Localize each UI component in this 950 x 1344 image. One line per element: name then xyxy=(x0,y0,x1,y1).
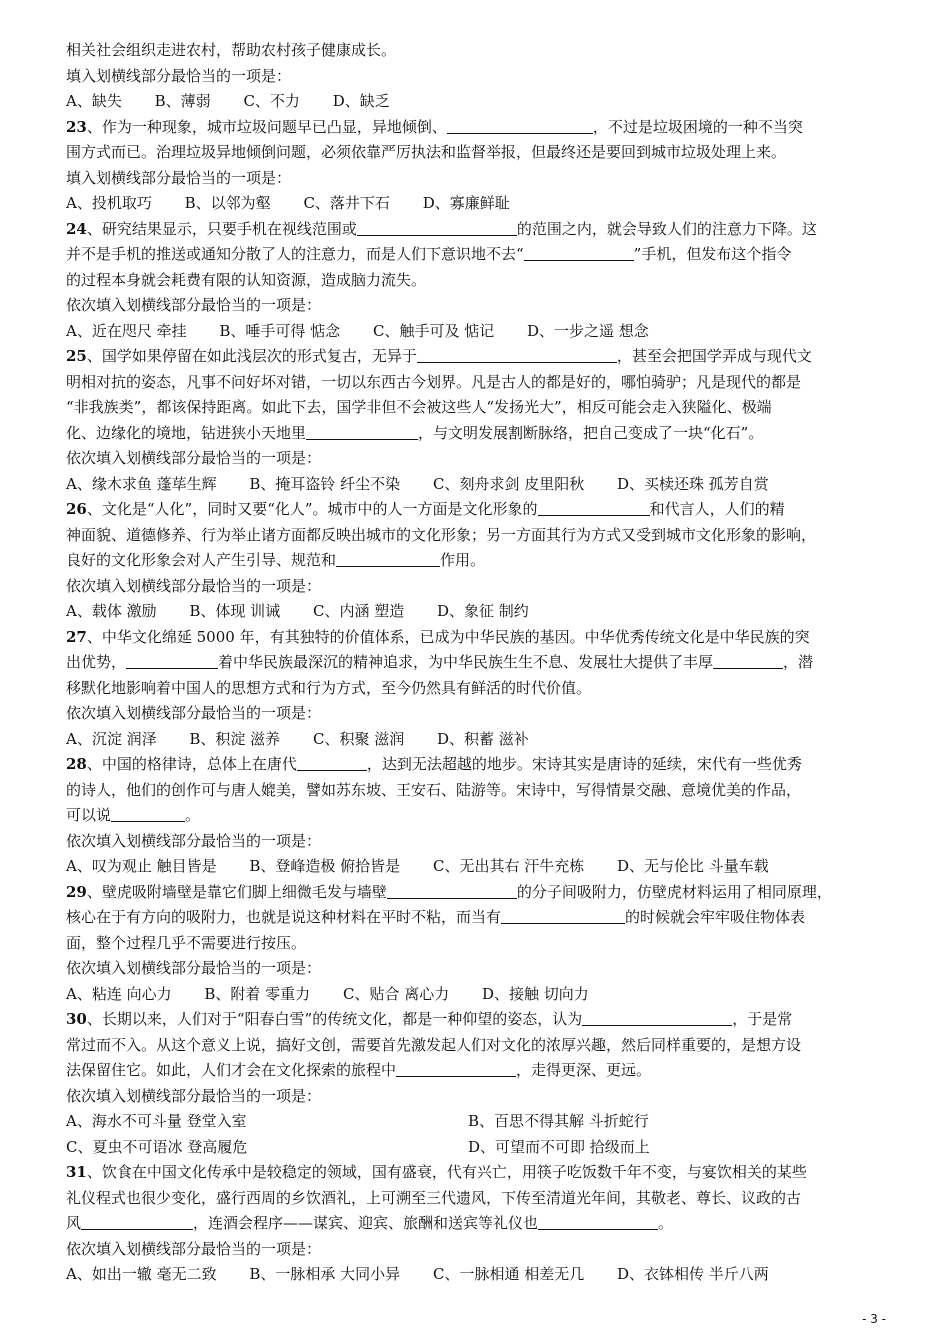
q27-blank-2 xyxy=(713,651,783,669)
q24-text: 、研究结果显示，只要手机在视线范围或 xyxy=(86,219,357,238)
q25-blank-1 xyxy=(417,345,617,363)
q25-prompt: 依次填入划横线部分最恰当的一项是： xyxy=(66,449,322,467)
q27-blank-1 xyxy=(126,651,218,669)
q31-line-1 xyxy=(66,1160,888,1186)
q27-text: ，潜 xyxy=(783,653,814,671)
q27-options xyxy=(66,727,888,753)
q26-option-a[interactable]: A、载体 激励 xyxy=(66,602,157,620)
q27-option-b[interactable]: B、积淀 滋养 xyxy=(189,729,281,748)
q30-option-b[interactable]: B、百思不得其解 斗折蛇行 xyxy=(468,1112,649,1130)
q31-line-3 xyxy=(66,1211,888,1237)
q29-text: 核心在于有方向的吸附力，也就是说这种材料在平时不粘，而当有 xyxy=(66,908,502,926)
q25-blank-2 xyxy=(306,422,418,440)
q28-text: 、中国的格律诗，总体上在唐代 xyxy=(86,755,297,773)
q29-blank-2 xyxy=(501,906,625,924)
q25-option-c[interactable]: C、刻舟求剑 皮里阳秋 xyxy=(432,474,585,493)
q30-line-3 xyxy=(66,1058,888,1084)
q24-blank-1 xyxy=(357,218,517,236)
q29-number: 29 xyxy=(66,882,87,901)
q25-line-1 xyxy=(66,344,888,370)
q27-line-2 xyxy=(66,650,888,676)
q27-option-d[interactable]: D、积蓄 滋补 xyxy=(437,729,529,748)
q27-option-c[interactable]: C、积聚 滋润 xyxy=(312,729,405,748)
q31-option-b[interactable]: B、一脉相承 大同小异 xyxy=(249,1265,401,1283)
q26-number: 26 xyxy=(66,500,87,518)
q24-line-2 xyxy=(66,242,888,268)
q24-options xyxy=(66,319,888,345)
q23-line-1 xyxy=(66,115,888,141)
q22-text-tail: 相关社会组织走进农村，帮助农村孩子健康成长。 xyxy=(66,41,397,59)
q25-options xyxy=(66,472,888,498)
q25-number: 25 xyxy=(66,347,87,365)
q24-line-3: 的过程本身就会耗费有限的认知资源，造成脑力流失。 xyxy=(66,270,427,289)
q26-line-3 xyxy=(66,548,888,574)
q24-number: 24 xyxy=(66,219,87,238)
q28-line-3 xyxy=(66,803,888,829)
q30-option-a[interactable]: A、海水不可斗量 登堂入室 xyxy=(66,1112,247,1130)
q28-text: 可以说 xyxy=(66,806,112,824)
q31-text: ，连酒会程序——谋宾、迎宾、旅酬和送宾等礼仪也 xyxy=(193,1214,539,1232)
q27-text: 着中华民族最深沉的精神追求，为中华民族生生不息、发展壮大提供了丰厚 xyxy=(218,653,714,671)
q25-line-4 xyxy=(66,421,888,447)
q30-line-2: 常过而不入。从这个意义上说，搞好文创，需要首先激发起人们对文化的浓厚兴趣，然后同样重要的，是想方设 xyxy=(66,1035,802,1054)
q25-text: ，与文明发展割断脉络，把自己变成了一块“化石”。 xyxy=(418,423,764,442)
q23-line-2: 围方式而已。治理垃圾异地倾倒问题，必须依靠严厉执法和监督举报，但最终还是要回到城市垃圾处理上来。 xyxy=(66,143,787,161)
q22-prompt: 填入划横线部分最恰当的一项是： xyxy=(66,66,292,85)
q24-blank-2 xyxy=(524,243,634,261)
q27-number: 27 xyxy=(66,627,87,646)
q28-blank-1 xyxy=(297,753,367,771)
q28-option-a[interactable]: A、叹为观止 触目皆是 xyxy=(66,857,217,875)
q30-text: ，走得更深、更远。 xyxy=(516,1061,652,1079)
q30-option-d[interactable]: D、可望而不可即 拾级而上 xyxy=(468,1137,650,1156)
q31-text: 。 xyxy=(658,1214,674,1232)
q27-text: 、中华文化绵延 5000 年，有其独特的价值体系，已成为中华民族的基因。中华优秀传统文化是中华民族的突 xyxy=(86,627,810,646)
q23-text: ，不过是垃圾困境的一种不当突 xyxy=(592,117,803,136)
q31-line-2: 礼仪程式也很少变化，盛行西周的乡饮酒礼，上可溯至三代遗风，下传至清道光年间，其敬老、尊长、议政的古 xyxy=(66,1188,802,1207)
q29-options xyxy=(66,982,888,1008)
q26-text: 、文化是“人化”，同时又要“化人”。城市中的人一方面是文化形象的 xyxy=(86,500,538,518)
q28-line-2: 的诗人，他们的创作可与唐人媲美，譬如苏东坡、王安石、陆游等。宋诗中，写得情景交融、意境优美的作品， xyxy=(66,780,802,799)
q26-options xyxy=(66,599,888,625)
q28-number: 28 xyxy=(66,755,87,773)
q23-blank-1 xyxy=(447,116,593,134)
q29-option-b[interactable]: B、附着 零重力 xyxy=(204,984,311,1003)
q23-option-d[interactable]: D、寡廉鲜耻 xyxy=(422,194,510,212)
q23-option-c[interactable]: C、落井下石 xyxy=(303,194,390,212)
q22-option-d[interactable]: D、缺乏 xyxy=(332,92,390,110)
q29-line-3: 面，整个过程几乎不需要进行按压。 xyxy=(66,933,307,952)
q29-blank-1 xyxy=(387,881,517,899)
q31-options xyxy=(66,1262,888,1288)
q26-option-c[interactable]: C、内涵 塑造 xyxy=(312,602,405,620)
q29-text: 的分子间吸附力，仿壁虎材料运用了相同原理， xyxy=(516,882,832,901)
q23-option-a[interactable]: A、投机取巧 xyxy=(66,194,152,212)
q26-text: 和代言人，人们的精 xyxy=(649,500,785,518)
q25-text: ，甚至会把国学弄成与现代文 xyxy=(616,347,812,365)
q28-option-c[interactable]: C、无出其右 汗牛充栋 xyxy=(432,857,585,875)
q26-prompt: 依次填入划横线部分最恰当的一项是： xyxy=(66,576,322,595)
q29-option-c[interactable]: C、贴合 离心力 xyxy=(342,984,450,1003)
q26-line-1 xyxy=(66,497,888,523)
q24-text: 并不是手机的推送或通知分散了人的注意力，而是人们下意识地不去“ xyxy=(66,245,524,263)
q29-option-d[interactable]: D、接触 切向力 xyxy=(482,984,589,1003)
q31-text: 、饮食在中国文化传承中是较稳定的领域，国有盛衰，代有兴亡，用筷子吃饭数千年不变，与宴饮相关的某些 xyxy=(86,1163,807,1181)
q28-options xyxy=(66,854,888,880)
q31-number: 31 xyxy=(66,1163,87,1181)
q24-text: 的范围之内，就会导致人们的注意力下降。这 xyxy=(516,219,817,238)
q27-text: 出优势， xyxy=(66,653,127,671)
q22-option-b[interactable]: B、薄弱 xyxy=(154,92,211,110)
q26-blank-2 xyxy=(336,549,440,567)
q22-option-c[interactable]: C、不力 xyxy=(243,92,300,110)
q28-text: ，达到无法超越的地步。宋诗其实是唐诗的延续，宋代有一些优秀 xyxy=(366,755,802,773)
q30-text: 、长期以来，人们对于“阳春白雪”的传统文化，都是一种仰望的姿态，认为 xyxy=(86,1010,583,1028)
q22-options xyxy=(66,89,888,115)
q31-option-a[interactable]: A、如出一辙 毫无二致 xyxy=(66,1265,217,1283)
q28-option-b[interactable]: B、登峰造极 俯拾皆是 xyxy=(249,857,401,875)
q30-option-c[interactable]: C、夏虫不可语冰 登高履危 xyxy=(66,1137,248,1156)
q26-line-2: 神面貌、道德修养、行为举止诸方面都反映出城市的文化形象；另一方面其行为方式又受到城市文化形象的影响， xyxy=(66,525,817,544)
q30-number: 30 xyxy=(66,1010,87,1028)
q29-text: 、壁虎吸附墙壁是靠它们脚上细微毛发与墙壁 xyxy=(86,882,387,901)
q26-text: 作用。 xyxy=(440,551,486,569)
q31-option-d[interactable]: D、衣钵相传 半斤八两 xyxy=(617,1265,769,1283)
q29-option-a[interactable]: A、粘连 向心力 xyxy=(66,984,172,1003)
page-number: - 3 - xyxy=(862,1312,886,1326)
q25-option-d[interactable]: D、买椟还珠 孤芳自赏 xyxy=(617,474,769,493)
q23-prompt: 填入划横线部分最恰当的一项是： xyxy=(66,168,292,187)
q30-line-1 xyxy=(66,1007,888,1033)
q30-blank-1 xyxy=(582,1008,732,1026)
q29-text: 的时候就会牢牢吸住物体表 xyxy=(625,908,806,926)
q30-blank-2 xyxy=(396,1059,516,1077)
q30-text: 法保留住它。如此，人们才会在文化探索的旅程中 xyxy=(66,1061,397,1079)
q31-text: 风 xyxy=(66,1214,82,1232)
exam-page xyxy=(66,38,888,1288)
q24-option-c[interactable]: C、触手可及 惦记 xyxy=(372,321,495,340)
q29-line-2 xyxy=(66,905,888,931)
q29-line-1 xyxy=(66,880,888,906)
q28-option-d[interactable]: D、无与伦比 斗量车载 xyxy=(617,857,769,875)
q24-option-b[interactable]: B、唾手可得 惦念 xyxy=(219,321,341,340)
q26-blank-1 xyxy=(538,498,650,516)
q30-text: ，于是常 xyxy=(732,1010,793,1028)
q25-option-b[interactable]: B、掩耳盗铃 纤尘不染 xyxy=(249,474,401,493)
q27-line-1 xyxy=(66,625,888,651)
q25-line-3: “非我族类”，都该保持距离。如此下去，国学非但不会被这些人“发扬光大”，相反可能会走入狭隘化、极端 xyxy=(66,398,772,416)
q30-options xyxy=(66,1109,888,1160)
q23-number: 23 xyxy=(66,117,87,136)
q23-option-b[interactable]: B、以邻为壑 xyxy=(184,194,271,212)
q23-text: 、作为一种现象，城市垃圾问题早已凸显，异地倾倒、 xyxy=(86,117,447,136)
q24-option-d[interactable]: D、一步之遥 想念 xyxy=(527,321,649,340)
q24-prompt: 依次填入划横线部分最恰当的一项是： xyxy=(66,296,322,314)
q28-prompt: 依次填入划横线部分最恰当的一项是： xyxy=(66,831,322,850)
q27-prompt: 依次填入划横线部分最恰当的一项是： xyxy=(66,704,322,722)
q25-line-2: 明相对抗的姿态，凡事不问好坏对错，一切以东西古今划界。凡是古人的都是好的，哪怕骑驴；凡是现代的都是 xyxy=(66,372,802,391)
q24-option-a[interactable]: A、近在咫尺 牵挂 xyxy=(66,321,187,340)
q25-text: 化、边缘化的境地，钻进狭小天地里 xyxy=(66,423,307,442)
q27-line-3: 移默化地影响着中国人的思想方式和行为方式，至今仍然具有鲜活的时代价值。 xyxy=(66,678,592,697)
q25-option-a[interactable]: A、缘木求鱼 蓬荜生辉 xyxy=(66,474,217,493)
q26-text: 良好的文化形象会对人产生引导、规范和 xyxy=(66,551,337,569)
q31-blank-2 xyxy=(538,1212,658,1230)
q28-blank-2 xyxy=(111,804,185,822)
q27-option-a[interactable]: A、沉淀 润泽 xyxy=(66,729,157,748)
q29-prompt: 依次填入划横线部分最恰当的一项是： xyxy=(66,959,322,977)
q24-text: ”手机，但发布这个指令 xyxy=(633,245,792,263)
q26-option-b[interactable]: B、体现 训诫 xyxy=(189,602,281,620)
q23-options xyxy=(66,191,888,217)
q22-option-a[interactable]: A、缺失 xyxy=(66,92,122,110)
q28-text: 。 xyxy=(185,806,201,824)
q28-line-1 xyxy=(66,752,888,778)
q25-text: 、国学如果停留在如此浅层次的形式复古，无异于 xyxy=(86,347,417,365)
q31-option-c[interactable]: C、一脉相通 相差无几 xyxy=(432,1265,585,1283)
q31-blank-1 xyxy=(81,1212,193,1230)
q31-prompt: 依次填入划横线部分最恰当的一项是： xyxy=(66,1239,322,1258)
q26-option-d[interactable]: D、象征 制约 xyxy=(437,602,529,620)
q24-line-1 xyxy=(66,217,888,243)
q30-prompt: 依次填入划横线部分最恰当的一项是： xyxy=(66,1086,322,1105)
